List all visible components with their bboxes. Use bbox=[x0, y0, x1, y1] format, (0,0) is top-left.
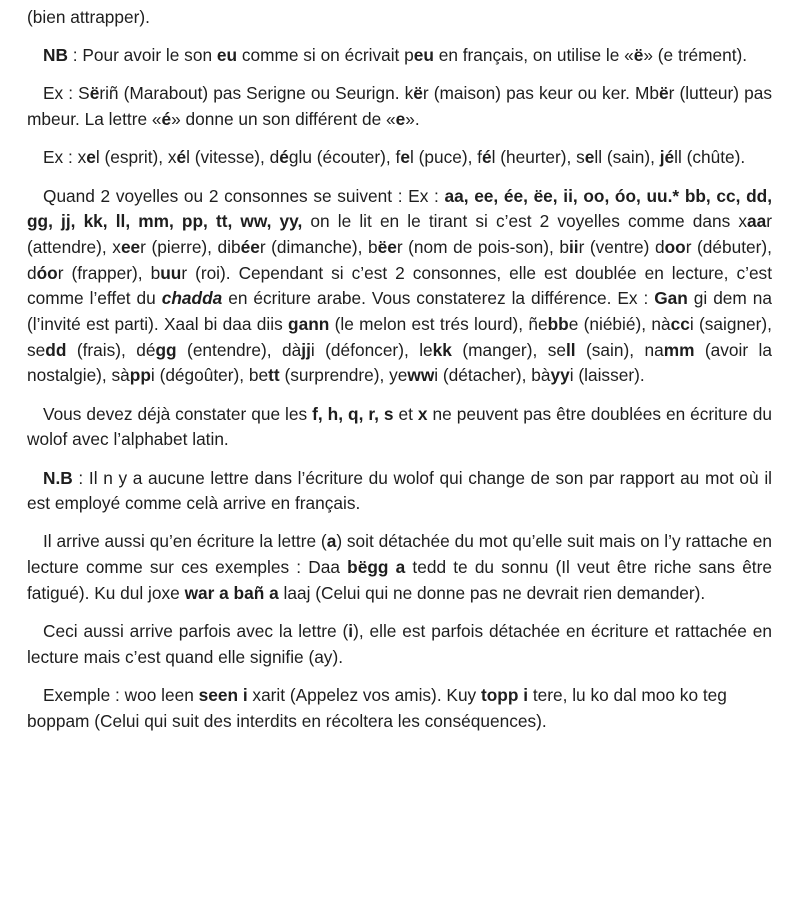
text-segment: aa bbox=[747, 211, 767, 232]
text-segment: Ceci aussi arrive parfois avec la lettre ( bbox=[43, 621, 349, 642]
text-segment: ii bbox=[568, 236, 579, 257]
text-segment: riñ (Marabout) pas Serigne ou Seurign. k bbox=[99, 83, 414, 104]
text-segment: e bbox=[584, 147, 595, 168]
text-segment: glu (écouter), f bbox=[288, 147, 401, 168]
text-segment: (le melon est trés lourd), ñe bbox=[329, 314, 548, 335]
text-segment: tedd te du sonnu (Il veut être riche sans être fatigué). Ku dul joxe bbox=[27, 557, 772, 603]
text-segment: jé bbox=[659, 147, 675, 168]
text-segment: r (maison) pas keur ou ker. Mb bbox=[422, 83, 660, 104]
text-segment: a bbox=[326, 531, 337, 552]
paragraph-nb-son-eu bbox=[27, 43, 772, 69]
text-segment: i bbox=[348, 621, 354, 642]
text-segment: seen i bbox=[198, 684, 248, 705]
text-segment: l (puce), f bbox=[409, 147, 482, 168]
text-segment: é bbox=[481, 147, 492, 168]
paragraph-ex-serin bbox=[27, 81, 772, 132]
text-segment: Gan bbox=[654, 288, 688, 309]
text-segment: r (ventre) d bbox=[578, 236, 665, 257]
text-segment: cc bbox=[670, 314, 690, 335]
text-segment: dd bbox=[45, 339, 67, 360]
text-segment: aa, ee, ée, ëe, ii, oo, óo, uu.* bb, cc, dd, gg, jj, kk, ll, mm, pp, tt, ww, yy, bbox=[27, 185, 773, 232]
text-segment: ll (sain), bbox=[594, 147, 660, 168]
text-segment: on le lit en le tirant si c’est 2 voyelles comme dans x bbox=[302, 211, 747, 232]
text-segment: eu bbox=[216, 45, 238, 66]
text-segment: en français, on utilise le « bbox=[433, 45, 634, 66]
text-segment: ll (chûte). bbox=[674, 147, 746, 168]
text-segment: e bbox=[395, 109, 406, 130]
text-segment: Ex : S bbox=[43, 83, 90, 104]
text-segment: N.B bbox=[43, 467, 73, 488]
text-segment: ë bbox=[413, 83, 423, 104]
text-segment: ëe bbox=[377, 236, 397, 257]
text-segment: ée bbox=[240, 236, 260, 257]
text-segment: chadda bbox=[161, 288, 223, 309]
text-segment: l (heurter), s bbox=[491, 147, 585, 168]
text-segment: ) soit détachée du mot qu’elle suit mais on l’y rattache en lecture comme sur ces exemples : Daa bbox=[27, 531, 772, 578]
text-segment: (entendre), dà bbox=[176, 339, 302, 360]
paragraph-lettre-a bbox=[27, 529, 772, 606]
text-segment: gi dem na (l’invité est parti). Xaal bi daa diis bbox=[27, 288, 772, 335]
text-segment: ), elle est parfois détachée en écriture et rattachée en lecture mais c’est quand elle signifie (ay). bbox=[27, 621, 772, 667]
text-segment: l (vitesse), d bbox=[186, 147, 280, 168]
text-segment: NB bbox=[43, 45, 68, 66]
text-segment: ». bbox=[405, 109, 420, 130]
text-segment: gann bbox=[288, 314, 330, 335]
text-segment: et bbox=[393, 403, 418, 424]
text-segment: i (dégoûter), be bbox=[150, 365, 269, 386]
text-segment: é bbox=[161, 109, 172, 130]
text-segment: óo bbox=[36, 262, 58, 283]
text-segment: bb bbox=[547, 314, 569, 335]
text-segment: laaj (Celui qui ne donne pas ne devrait rien demander). bbox=[278, 582, 706, 603]
text-segment: r (pierre), dib bbox=[140, 236, 241, 257]
text-segment: r (frapper), b bbox=[57, 262, 161, 283]
text-segment: bëgg a bbox=[347, 557, 406, 578]
text-segment: » (e trément). bbox=[643, 45, 748, 66]
text-segment: eu bbox=[413, 45, 434, 66]
text-segment: e bbox=[400, 147, 410, 168]
text-segment: uu bbox=[160, 262, 182, 283]
text-segment: (surprendre), ye bbox=[279, 365, 408, 386]
text-segment: l (esprit), x bbox=[95, 147, 177, 168]
text-segment: gg bbox=[155, 339, 177, 360]
text-segment: Quand 2 voyelles ou 2 consonnes se suivent : Ex : bbox=[43, 185, 445, 206]
text-segment: é bbox=[279, 147, 289, 168]
text-segment: en écriture arabe. Vous constaterez la différence. Ex : bbox=[222, 288, 655, 309]
text-segment: e (niébié), nà bbox=[568, 314, 671, 335]
text-segment: (bien attrapper). bbox=[27, 7, 150, 27]
text-segment: Ex : x bbox=[43, 147, 87, 168]
text-segment: r (dimanche), b bbox=[259, 236, 378, 257]
text-segment: » donne un son différent de « bbox=[171, 109, 396, 130]
text-segment: pp bbox=[129, 365, 151, 386]
text-segment: ee bbox=[120, 236, 141, 257]
text-segment: tere, lu ko dal moo ko teg boppam (Celui qui suit des interdits en récoltera les conséquences). bbox=[27, 684, 727, 731]
text-segment: mm bbox=[663, 339, 695, 360]
text-segment: ë bbox=[89, 83, 100, 104]
text-segment: (manger), se bbox=[451, 339, 566, 360]
text-segment: oo bbox=[664, 236, 686, 257]
text-segment: f, h, q, r, s bbox=[312, 403, 394, 424]
text-segment: topp i bbox=[481, 684, 529, 705]
text-segment: x bbox=[417, 403, 428, 424]
paragraph-voyelles-consonnes bbox=[27, 184, 772, 390]
text-segment: (frais), dé bbox=[66, 339, 156, 360]
text-segment: kk bbox=[432, 339, 452, 360]
text-segment: ë bbox=[633, 45, 644, 66]
paragraph-lettre-i bbox=[27, 619, 772, 670]
paragraph-bien-attrapper bbox=[27, 5, 772, 31]
text-segment: r (lutteur) pas mbeur. La lettre « bbox=[27, 83, 773, 130]
text-segment: r (attendre), x bbox=[27, 211, 772, 257]
text-segment: Exemple : woo leen bbox=[43, 684, 199, 705]
text-segment: e bbox=[86, 147, 96, 168]
text-segment: ë bbox=[659, 83, 669, 104]
text-segment: ne peuvent pas être doublées en écriture du wolof avec l’alphabet latin. bbox=[27, 403, 772, 450]
text-segment: : Il n y a aucune lettre dans l’écriture du wolof qui change de son par rapport au mot où il est employé comme celà arrive en français. bbox=[27, 467, 772, 514]
text-segment: war a bañ a bbox=[184, 582, 279, 603]
text-segment: Il arrive aussi qu’en écriture la lettre ( bbox=[43, 531, 327, 552]
text-segment: : Pour avoir le son bbox=[67, 45, 217, 66]
text-segment: tt bbox=[268, 365, 280, 386]
text-segment: jj bbox=[301, 339, 311, 360]
text-segment: i (détacher), bà bbox=[434, 365, 551, 386]
text-segment: ww bbox=[407, 365, 435, 386]
text-segment: ll bbox=[565, 339, 576, 360]
text-segment: é bbox=[176, 147, 187, 168]
text-segment: Vous devez déjà constater que les bbox=[43, 403, 313, 424]
text-segment: r (roi). Cependant si c’est 2 consonnes, elle est doublée en lecture, c’est comme l’effet du bbox=[27, 262, 772, 309]
text-segment: (sain), na bbox=[575, 339, 664, 360]
text-segment: r (nom de pois-son), b bbox=[396, 236, 569, 257]
text-segment: (avoir la nostalgie), sà bbox=[27, 339, 773, 386]
text-segment: i (saigner), se bbox=[27, 314, 772, 360]
paragraph-constater bbox=[27, 402, 772, 453]
text-segment: yy bbox=[550, 365, 570, 386]
text-segment: xarit (Appelez vos amis). Kuy bbox=[247, 684, 481, 705]
text-segment: comme si on écrivait p bbox=[237, 45, 414, 66]
paragraph-nb-aucune-lettre bbox=[27, 466, 772, 517]
text-segment: i (défoncer), le bbox=[310, 339, 433, 360]
text-segment: r (débuter), d bbox=[27, 236, 772, 283]
text-segment: i (laisser). bbox=[569, 365, 645, 386]
paragraph-ex-xel bbox=[27, 145, 772, 171]
paragraph-exemple bbox=[27, 683, 772, 734]
